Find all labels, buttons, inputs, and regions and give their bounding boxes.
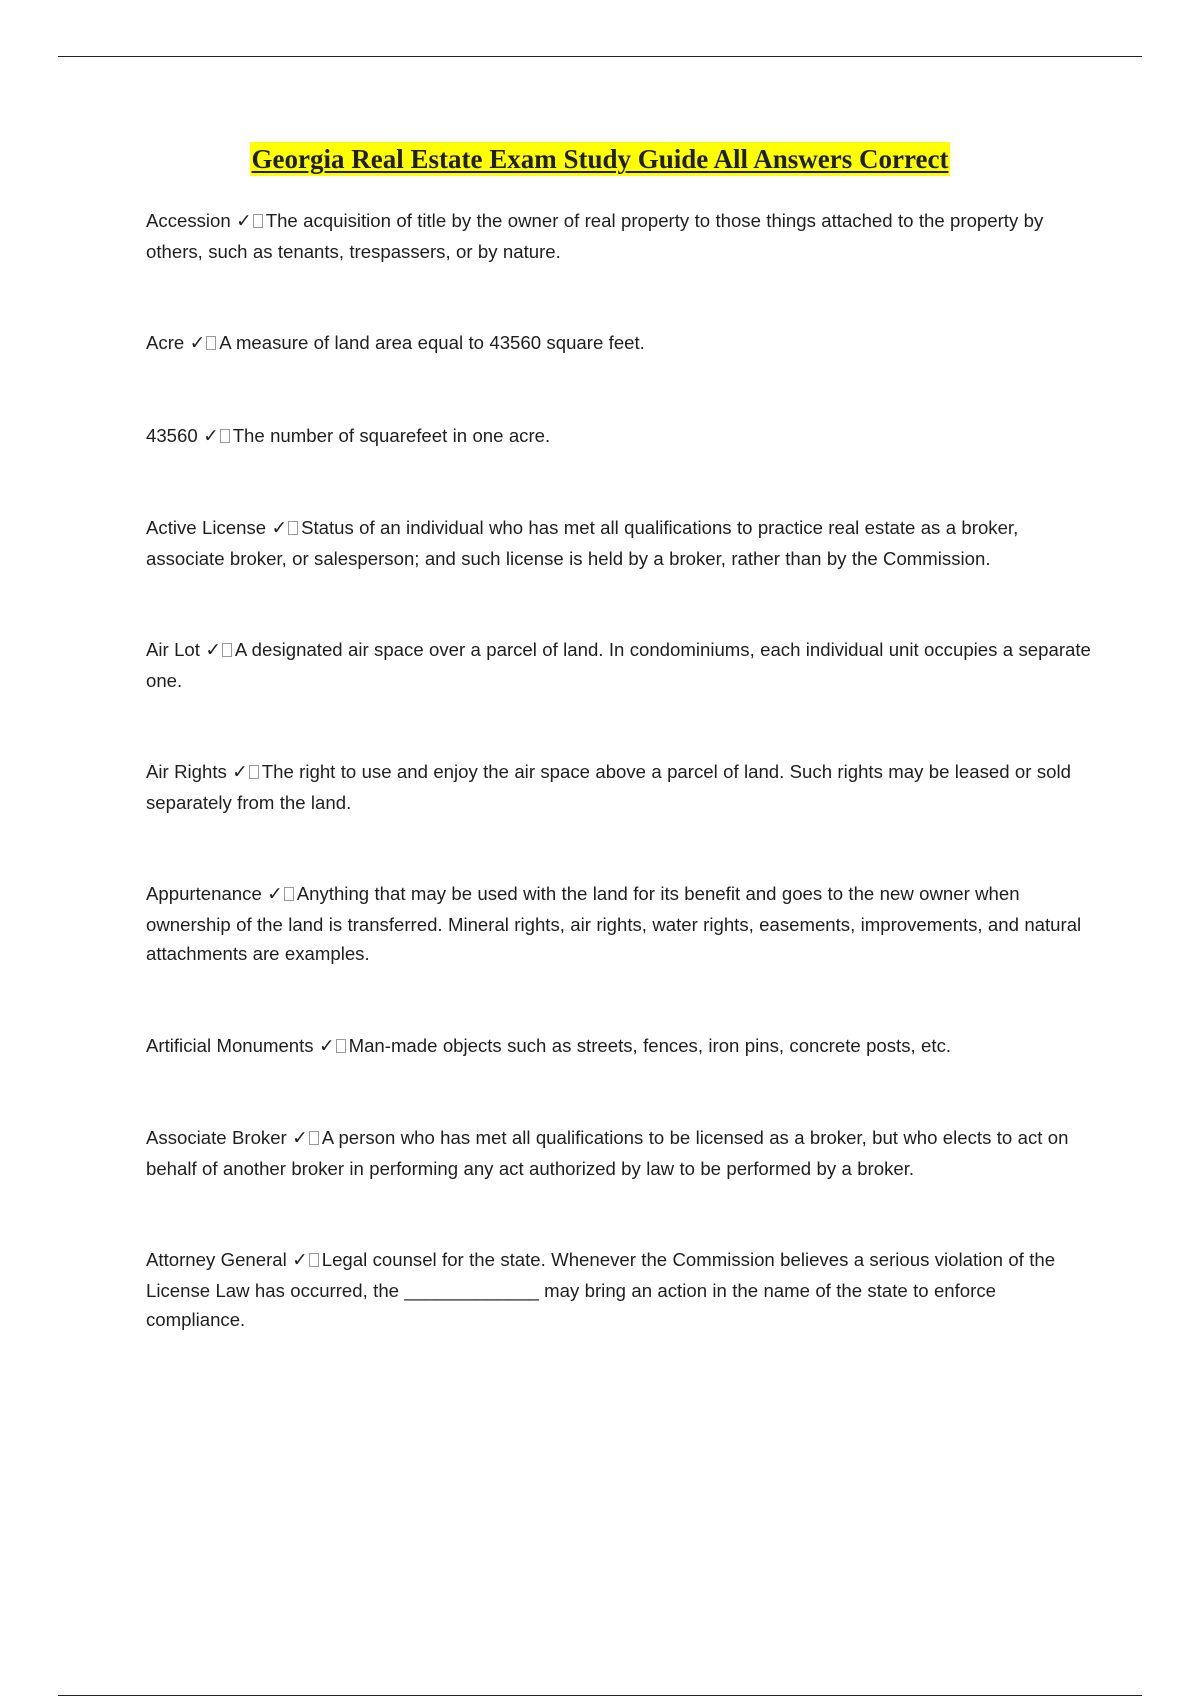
entry-term: Air Lot	[146, 639, 200, 660]
entry-definition: Anything that may be used with the land for its benefit and goes to the new owner when ownership of the land is transferred. Mineral rights, air rights, water rights, easements, improvements, and natural attachments are examples.	[146, 883, 1082, 964]
entry-term: Associate Broker	[146, 1127, 287, 1148]
missing-glyph-icon	[309, 1131, 319, 1145]
missing-glyph-icon	[206, 336, 216, 350]
missing-glyph-icon	[309, 1253, 319, 1267]
entry-accession	[146, 206, 1096, 266]
entry-acre	[146, 328, 1096, 359]
entry-definition: A designated air space over a parcel of land. In condominiums, each individual unit occupies a separate one.	[146, 639, 1091, 691]
missing-glyph-icon	[222, 643, 232, 657]
entry-43560	[146, 421, 1096, 452]
missing-glyph-icon	[336, 1039, 346, 1053]
entry-definition: The right to use and enjoy the air space above a parcel of land. Such rights may be leased or sold separately from the land.	[146, 761, 1071, 813]
entry-term: Artificial Monuments	[146, 1034, 314, 1056]
entry-term: Air Rights	[146, 761, 227, 782]
check-icon: ✓	[292, 1250, 308, 1271]
entry-definition: A measure of land area equal to 43560 square feet.	[219, 332, 645, 353]
entry-term: Active License	[146, 517, 267, 538]
entry-definition: The number of squarefeet in one acre.	[232, 424, 551, 446]
entry-definition: A person who has met all qualifications to be licensed as a broker, but who elects to act on behalf of another broker in performing any act authorized by law to be performed by a broker.	[146, 1127, 1069, 1179]
missing-glyph-icon	[253, 214, 263, 228]
bottom-rule	[58, 1695, 1142, 1696]
title-container	[0, 142, 1200, 176]
entry-term: Acre	[146, 332, 185, 353]
top-rule	[58, 56, 1142, 57]
check-icon: ✓	[189, 333, 206, 354]
missing-glyph-icon	[249, 765, 259, 779]
missing-glyph-icon	[288, 521, 298, 535]
entry-artificial-monuments	[146, 1031, 1096, 1062]
check-icon: ✓	[232, 762, 248, 783]
entry-definition: The acquisition of title by the owner of real property to those things attached to the property by others, such as tenants, trespassers, or by nature.	[146, 210, 1044, 262]
entry-appurtenance	[146, 879, 1096, 969]
entry-associate-broker	[146, 1123, 1096, 1183]
entry-term: 43560	[146, 424, 198, 446]
missing-glyph-icon	[284, 887, 294, 901]
check-icon: ✓	[236, 211, 252, 232]
check-icon: ✓	[267, 884, 283, 905]
entry-active-license	[146, 513, 1096, 573]
entry-term: Attorney General	[146, 1249, 287, 1270]
check-icon: ✓	[271, 518, 288, 539]
missing-glyph-icon	[220, 429, 230, 443]
entry-air-rights	[146, 757, 1096, 817]
entry-air-lot	[146, 635, 1096, 695]
check-icon: ✓	[205, 640, 221, 661]
entry-definition: Man-made objects such as streets, fences, iron pins, concrete posts, etc.	[348, 1034, 952, 1056]
check-icon: ✓	[318, 1035, 335, 1057]
entries-list	[146, 206, 1096, 1397]
entry-term: Accession	[146, 210, 231, 231]
entry-definition: Status of an individual who has met all qualifications to practice real estate as a broker, associate broker, or salesperson; and such license is held by a broker, rather than by the Commission.	[146, 517, 1019, 569]
entry-attorney-general	[146, 1245, 1096, 1335]
entry-definition: Legal counsel for the state. Whenever the Commission believes a serious violation of the License Law has occurred, the _____________ may bring an action in the name of the state to enforce compliance.	[146, 1249, 1056, 1330]
check-icon: ✓	[292, 1128, 308, 1149]
check-icon: ✓	[203, 425, 219, 447]
document-title: Georgia Real Estate Exam Study Guide All Answers Correct	[251, 144, 949, 174]
entry-term: Appurtenance	[146, 883, 262, 904]
